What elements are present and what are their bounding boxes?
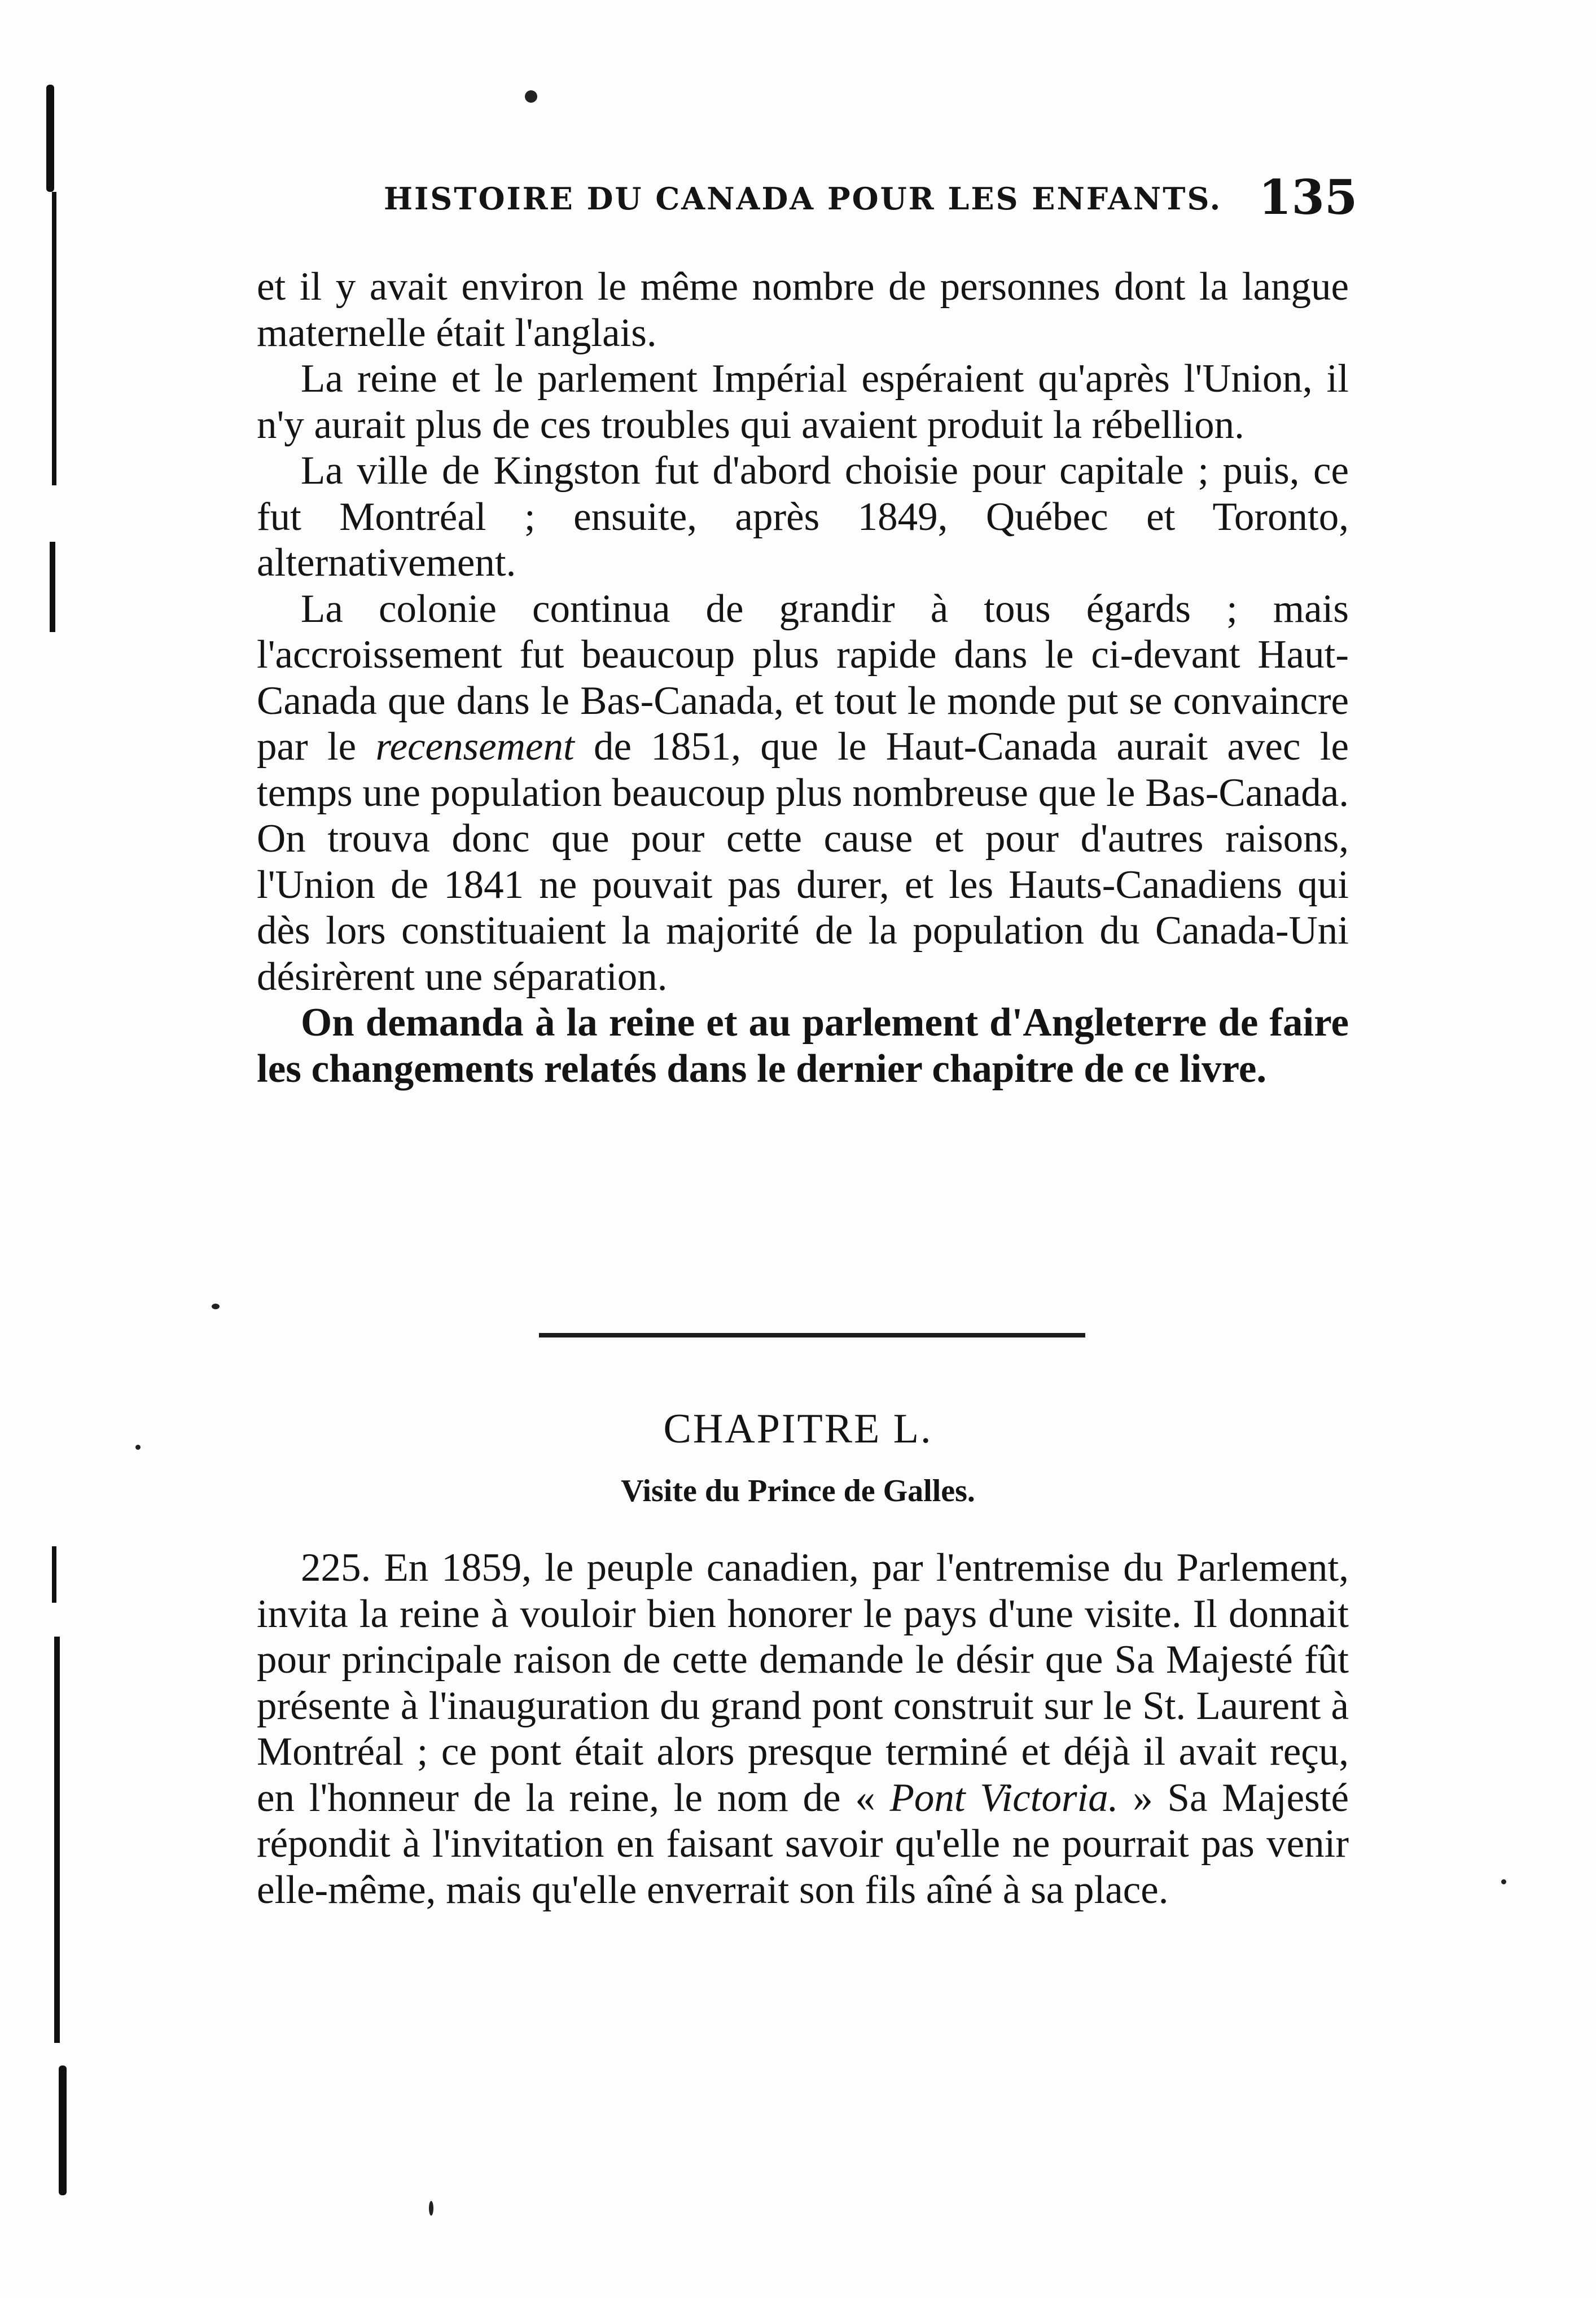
chapter-title: CHAPITRE L. bbox=[663, 1406, 933, 1452]
paragraph-text: de 1851, que le Haut-Canada aurait avec le temps une population beaucoup plus nombreuse que le Bas-Canada. On trouva donc que pour cette cause et pour d'autres raisons, l'Union de 1841 ne pouvait pas durer, et les Hauts-Canadiens qui dès lors constituaient la majorité de la population du Canada-Uni désirèrent une séparation. bbox=[257, 725, 1349, 999]
body-text-chapter bbox=[257, 1545, 1349, 1913]
scan-edge-mark bbox=[46, 85, 54, 192]
scan-speck bbox=[525, 90, 537, 103]
section-divider bbox=[539, 1333, 1085, 1337]
running-header-title: HISTOIRE DU CANADA POUR LES ENFANTS. bbox=[384, 181, 1222, 217]
scan-speck bbox=[429, 2201, 433, 2216]
paragraph-capital-cities: La ville de Kingston fut d'abord choisie pour capitale ; puis, ce fut Montréal ; ensuite, après 1849, Québec et Toronto, alternativement. bbox=[257, 449, 1349, 585]
scan-speck bbox=[212, 1304, 220, 1309]
paragraph-text: 225. En 1859, le peuple canadien, par l'entremise du Parlement, invita la reine à vouloir bien honorer le pays d'une visite. Il donnait pour principale raison de cette demande le désir que Sa Majesté fût présente à l'inauguration du grand pont construit sur le St. Laurent à Montréal ; ce pont était alors presque terminé et déjà il avait reçu, en l'honneur de la reine, le nom de « bbox=[257, 1546, 1349, 1820]
paragraph-225 bbox=[257, 1545, 1349, 1913]
scan-edge-mark bbox=[52, 1546, 56, 1603]
body-text-top bbox=[257, 264, 1349, 1092]
paragraph-continuation: et il y avait environ le même nombre de personnes dont la langue maternelle était l'anglais. bbox=[257, 265, 1349, 355]
paragraph-text: » Sa Majesté répondit à l'invitation en faisant savoir qu'elle ne pourrait pas venir elle-même, mais qu'elle enverrait son fils aîné à sa place. bbox=[257, 1775, 1349, 1912]
page-number: 135 bbox=[1259, 169, 1358, 225]
paragraph-text: La colonie continua de grandir à tous égards ; mais l'accroissement fut beaucoup plus rapide dans le ci-devant Haut-Canada que dans le Bas-Canada, et tout le monde put se convaincre par le bbox=[257, 586, 1349, 769]
paragraph-request-changes: On demanda à la reine et au parlement d'Angleterre de faire les changements relatés dans le dernier chapitre de ce livre. bbox=[257, 1001, 1349, 1091]
scan-edge-mark bbox=[52, 192, 56, 485]
paragraph-colony-growth bbox=[257, 586, 1349, 1001]
scan-edge-mark bbox=[50, 542, 55, 632]
paragraph-union-hopes: La reine et le parlement Impérial espéraient qu'après l'Union, il n'y aurait plus de ces troubles qui avaient produit la rébellion. bbox=[257, 357, 1349, 447]
scan-speck bbox=[1501, 1879, 1506, 1884]
italic-term: Pont Victoria. bbox=[889, 1775, 1119, 1820]
chapter-subtitle: Visite du Prince de Galles. bbox=[621, 1473, 975, 1508]
scan-edge-mark bbox=[59, 2065, 67, 2195]
scan-edge-mark bbox=[54, 1637, 60, 2043]
italic-term: recensement bbox=[375, 725, 575, 769]
